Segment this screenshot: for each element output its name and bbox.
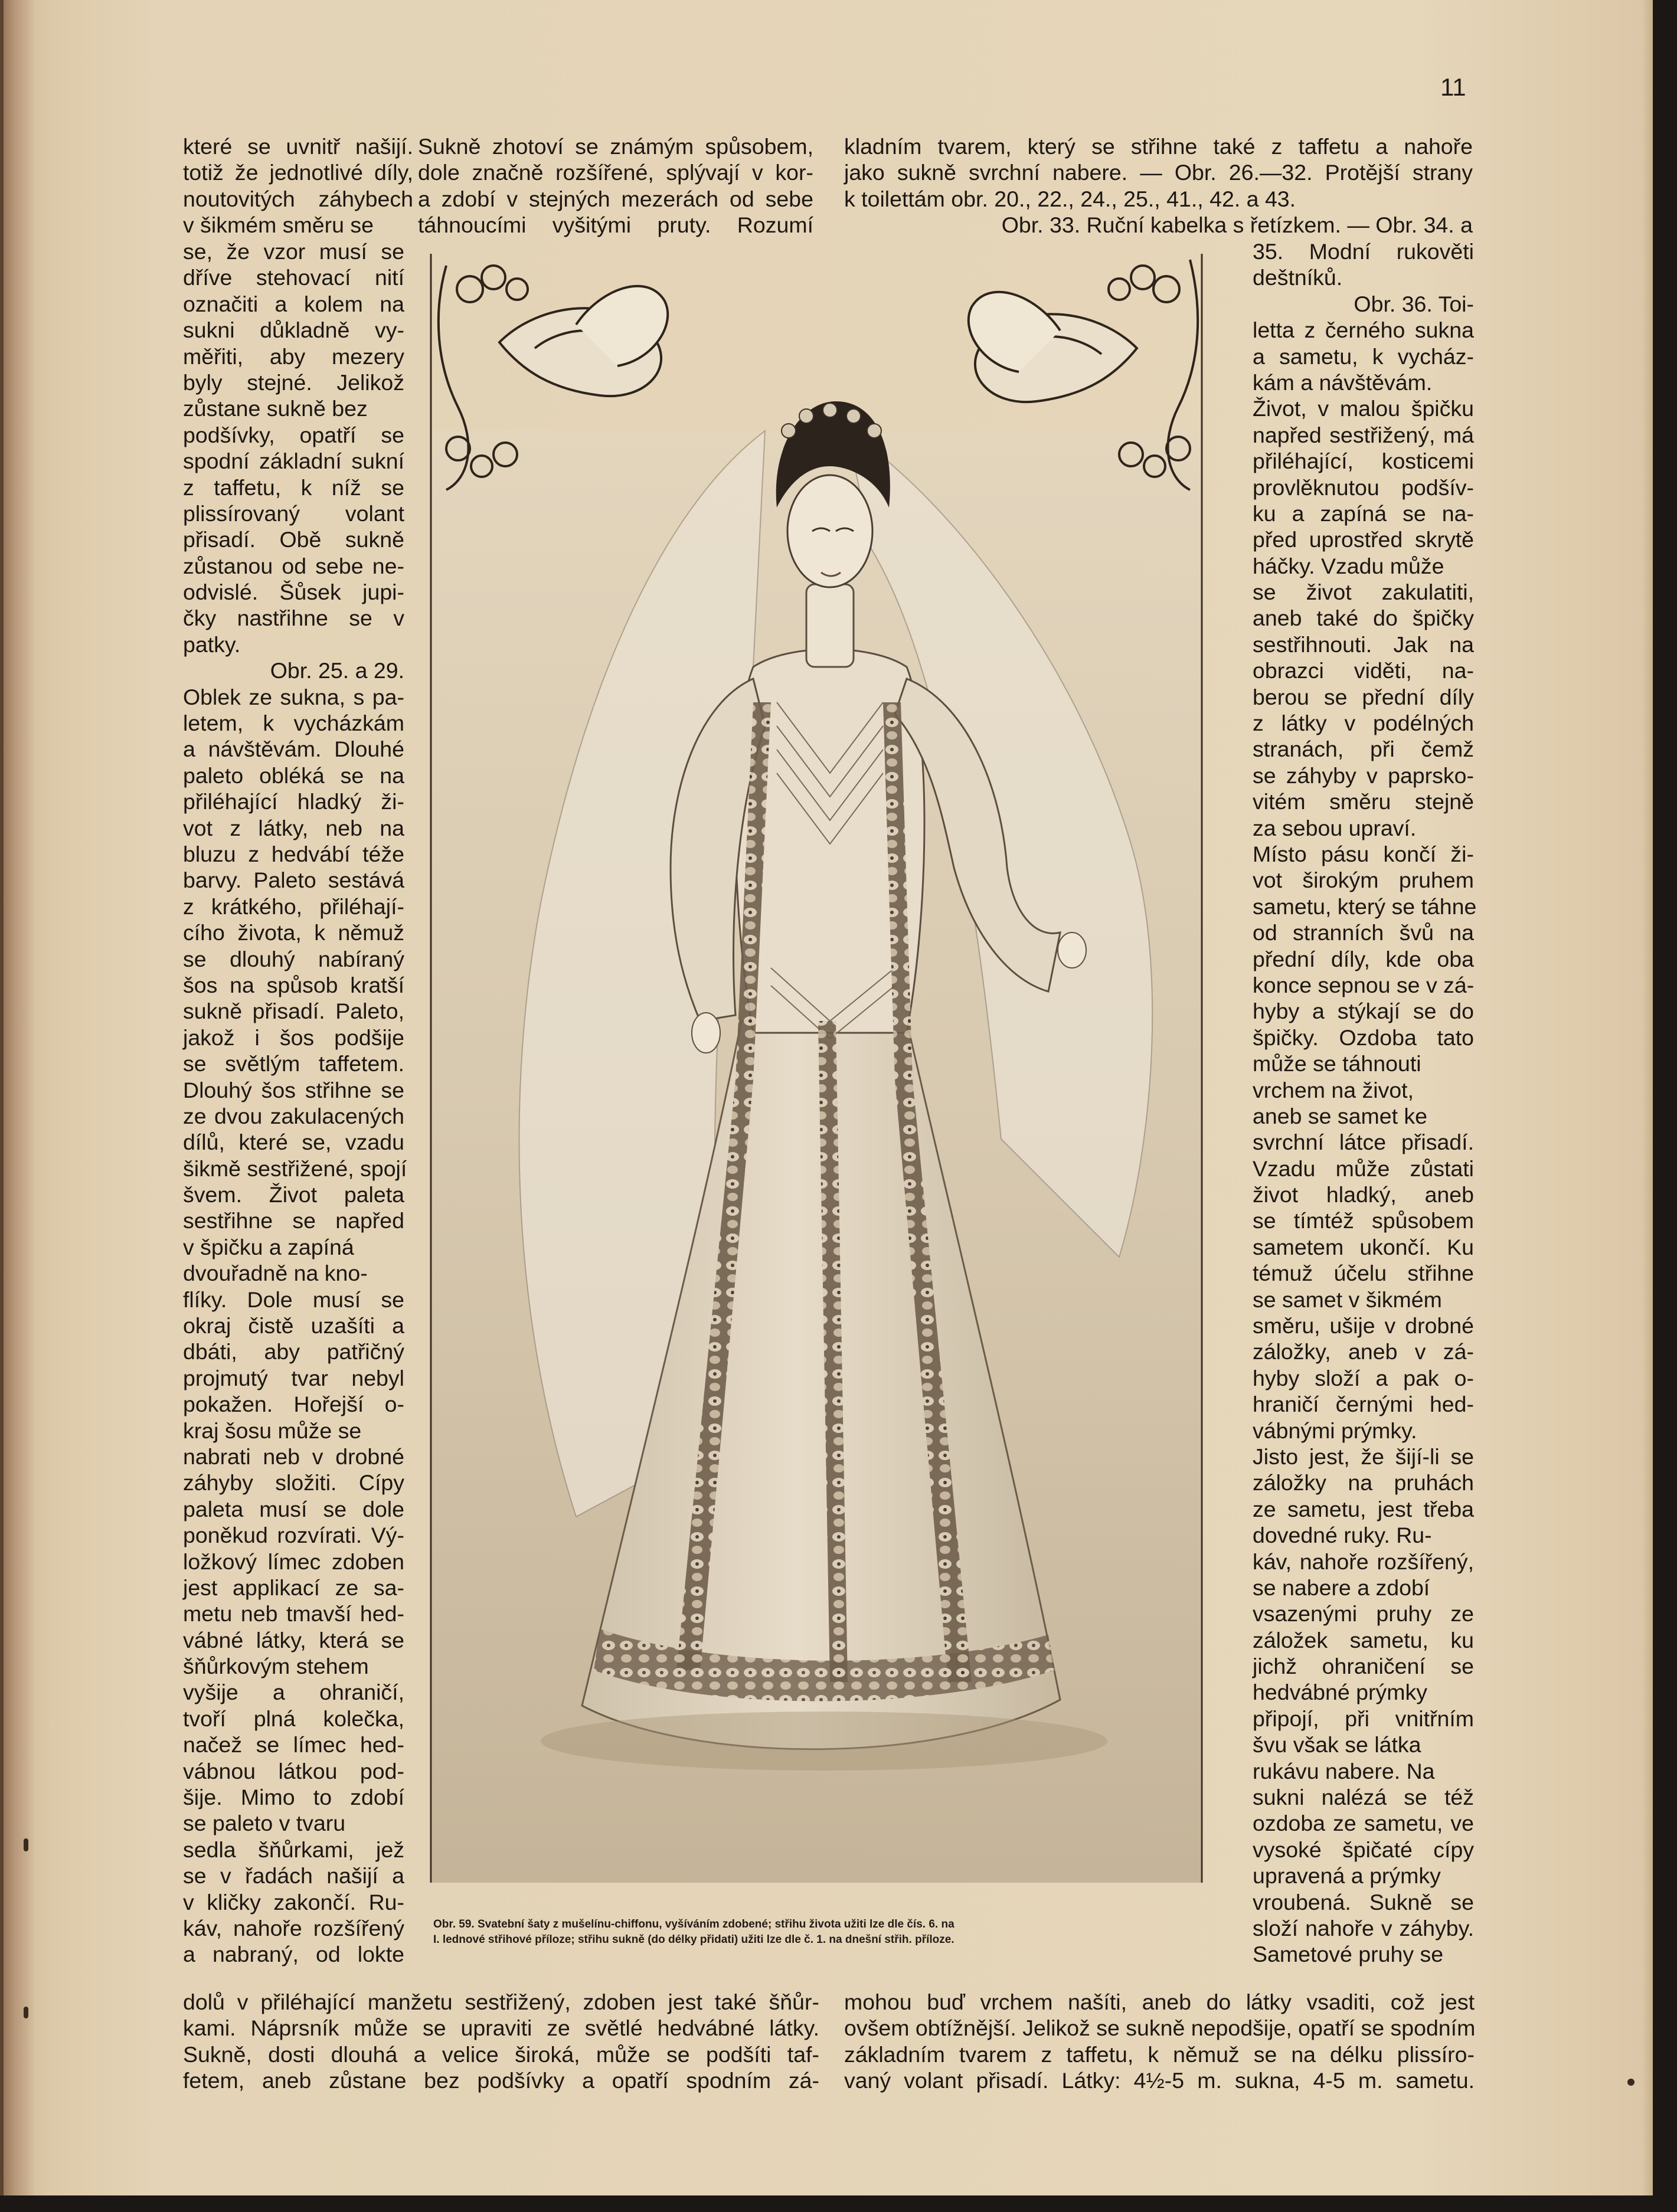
text-line: ku a zapíná se na- <box>1253 500 1474 526</box>
text-line: kami. Náprsník může se upraviti ze světlé hedvábné látky. <box>183 2015 819 2041</box>
text-line: táhnoucími vyšitými pruty. Rozumí <box>418 212 813 238</box>
text-line: se v řadách našijí a <box>183 1863 404 1889</box>
text-line: aneb se samet ke <box>1253 1103 1428 1128</box>
text-line: kám a návštěvám. <box>1253 369 1433 395</box>
text-line: pokažen. Hořejší o- <box>183 1392 404 1417</box>
text-line: metu neb tmavší hed- <box>183 1601 404 1627</box>
text-line: jest applikací ze sa- <box>183 1575 404 1600</box>
text-line: káv, nahoře rozšířený, <box>1253 1549 1474 1574</box>
text-line: vábnou látkou pod- <box>183 1758 404 1784</box>
ink-dot-mark <box>24 1838 28 1851</box>
text-line: připojí, při vnitřním <box>1253 1706 1474 1731</box>
text-line: vroubená. Sukně se <box>1253 1889 1474 1915</box>
text-line: a návštěvám. Dlouhé <box>183 737 404 762</box>
text-line: hyby složí a pak o- <box>1253 1365 1474 1390</box>
text-line: vábné látky, která se <box>183 1627 404 1653</box>
text-line: vaný volant přisadí. Látky: 4½-5 m. sukna, 4-5 m. sametu. <box>844 2068 1475 2093</box>
text-line: přisadí. Obě sukně <box>183 527 404 552</box>
text-line: deštníků. <box>1253 265 1343 290</box>
text-line: sukni důkladně vy- <box>183 318 404 343</box>
page-number: 11 <box>1440 73 1466 101</box>
text-line: se záhyby v paprsko- <box>1253 763 1474 788</box>
text-line: vot širokým pruhem <box>1253 868 1474 893</box>
text-line: dvouřadně na kno- <box>183 1261 368 1286</box>
text-line: a zdobí v stejných mezerách od sebe <box>418 186 813 211</box>
page-gutter-shadow <box>0 0 35 2195</box>
text-line: kraj šosu může se <box>183 1418 362 1443</box>
text-line: vábnými prýmky. <box>1253 1418 1417 1443</box>
text-line: se, že vzor musí se <box>183 239 404 264</box>
text-line: dolů v přiléhající manžetu sestřižený, zdoben jest také šňůr- <box>183 1990 819 2014</box>
text-line: sametem ukončí. Ku <box>1253 1234 1474 1259</box>
text-line: sukni nalézá se též <box>1253 1785 1474 1810</box>
text-line: z krátkého, přiléhají- <box>183 894 404 919</box>
text-line: šos na spůsob kratší <box>183 972 404 997</box>
ink-dot-mark <box>1627 2079 1634 2086</box>
text-line: aneb také do špičky <box>1253 606 1474 631</box>
text-line: podšívky, opatří se <box>183 422 404 447</box>
text-line: 35. Modní rukověti <box>1253 239 1474 264</box>
text-line: čky nastřihne se v <box>183 606 404 631</box>
text-line: háčky. Vzadu může <box>1253 553 1444 578</box>
text-line: šikmě sestřižené, spojí <box>183 1156 407 1181</box>
text-line: sametu, který se táhne <box>1253 894 1477 919</box>
text-line: se nabere a zdobí <box>1253 1575 1430 1600</box>
text-line: k toilettám obr. 20., 22., 24., 25., 41., 42. a 43. <box>844 186 1296 211</box>
text-line: jakož i šos podšije <box>183 1025 404 1050</box>
text-line: složí nahoře v záhyby. <box>1253 1916 1474 1941</box>
text-line: záložky, aneb v zá- <box>1253 1339 1474 1364</box>
text-line: švem. Život paleta <box>183 1182 404 1208</box>
text-line: hraničí černými hed- <box>1253 1392 1474 1417</box>
text-line: mohou buď vrchem našíti, aneb do látky vsaditi, což jest <box>844 1990 1475 2014</box>
text-line: bluzu z hedvábí téže <box>183 841 404 866</box>
text-line: sukně přisadí. Paleto, <box>183 999 404 1024</box>
text-line: se život zakulatiti, <box>1253 580 1474 605</box>
text-line: vot z látky, neb na <box>183 815 404 840</box>
bottom-left-text <box>183 1989 819 2094</box>
bridal-gown-illustration <box>423 254 1210 1894</box>
text-line: se tímtéž spůsobem <box>1253 1208 1474 1233</box>
page-binding-edge <box>0 0 4 2195</box>
text-line: záložky na pruhách <box>1253 1470 1474 1496</box>
text-line: sestřihnouti. Jak na <box>1253 631 1474 657</box>
text-line: Sukně, dosti dlouhá a velice široká, může se podšíti taf- <box>183 2041 819 2067</box>
text-line: barvy. Paleto sestává <box>183 868 404 893</box>
text-line: hyby a stýkají se do <box>1253 999 1474 1024</box>
text-line: flíky. Dole musí se <box>183 1287 404 1312</box>
text-line: Vzadu může zůstati <box>1253 1156 1474 1181</box>
text-line: základním tvarem z taffetu, k němuž se na délku plissíro- <box>844 2041 1475 2067</box>
text-line: Místo pásu končí ži- <box>1253 841 1474 866</box>
text-line: totiž že jednotlivé díly, <box>183 160 413 185</box>
text-line: témuž účelu střihne <box>1253 1261 1474 1286</box>
text-line: jichž ohraničení se <box>1253 1654 1474 1679</box>
left-column-text <box>183 238 407 1968</box>
text-line: dbáti, aby patřičný <box>183 1339 404 1364</box>
text-line: Obr. 33. Ruční kabelka s řetízkem. — Obr. 34. a <box>1001 212 1473 238</box>
right-column-top-text <box>844 133 1473 238</box>
text-line: ozdoba ze sametu, ve <box>1253 1811 1474 1836</box>
text-line: směru, ušije v drobné <box>1253 1313 1474 1339</box>
top-paragraph-left-part <box>183 133 413 238</box>
caption-line-2: I. lednové střihové příloze; střihu sukně (do délky přidati) užiti lze dle č. 1. na dnešní střih. příloze. <box>433 1933 954 1946</box>
text-line: svrchní látce přisadí. <box>1253 1130 1474 1155</box>
text-line: vitém směru stejně <box>1253 789 1474 814</box>
text-line: Sukně zhotoví se známým spůsobem, <box>418 134 813 159</box>
text-line: Oblek ze sukna, s pa- <box>183 684 404 709</box>
text-line: za sebou upraví. <box>1253 815 1417 840</box>
text-line: stranách, při čemž <box>1253 737 1474 762</box>
text-line: ze dvou zakulacených <box>183 1103 404 1128</box>
text-line: káv, nahoře rozšířený <box>183 1916 404 1941</box>
text-line: Život, v malou špičku <box>1253 396 1474 421</box>
text-line: paleta musí se dole <box>183 1496 404 1521</box>
text-line: se samet v šikmém <box>1253 1287 1442 1312</box>
text-line: Jisto jest, že šijí-li se <box>1253 1444 1474 1469</box>
text-line: šije. Mimo to zdobí <box>183 1785 404 1810</box>
text-line: vsazenými pruhy ze <box>1253 1601 1474 1627</box>
text-line: sestřihne se napřed <box>183 1208 404 1233</box>
text-line: zůstane sukně bez <box>183 396 368 421</box>
text-line: před uprostřed skrytě <box>1253 527 1474 552</box>
text-line: berou se přední díly <box>1253 684 1474 709</box>
text-line: noutovitých záhybech <box>183 186 413 211</box>
text-line: načež se límec hed- <box>183 1732 404 1758</box>
text-line: projmutý tvar nebyl <box>183 1365 404 1390</box>
text-line: může se táhnouti <box>1253 1051 1421 1076</box>
text-line: přední díly, kde oba <box>1253 946 1474 971</box>
right-column-text <box>1253 238 1477 1968</box>
text-line: v šikmém směru se <box>183 212 374 238</box>
figure-caption <box>433 1917 1224 1948</box>
text-line: rukávu nabere. Na <box>1253 1758 1435 1784</box>
text-line: ze sametu, jest třeba <box>1253 1496 1474 1521</box>
ink-dot-mark <box>24 2007 28 2018</box>
text-line: od stranních švů na <box>1253 920 1474 945</box>
text-line: vyšije a ohraničí, <box>183 1680 404 1705</box>
text-line: Dlouhý šos střihne se <box>183 1077 404 1102</box>
text-line: plissírovaný volant <box>183 500 404 526</box>
text-line: tvoří plná kolečka, <box>183 1706 404 1731</box>
text-line: obrazci viděti, na- <box>1253 658 1474 683</box>
text-line: se paleto v tvaru <box>183 1811 346 1836</box>
text-line: Sametové pruhy se <box>1253 1942 1444 1967</box>
text-line: letem, k vycházkám <box>183 711 404 736</box>
text-line: dovedné ruky. Ru- <box>1253 1523 1432 1548</box>
text-line: Obr. 25. a 29. <box>270 658 404 683</box>
text-line: přiléhající, kosticemi <box>1253 449 1474 474</box>
text-line: šňůrkovým stehem <box>183 1654 369 1679</box>
text-line: z taffetu, k níž se <box>183 475 404 500</box>
text-line: záhyby složiti. Cípy <box>183 1470 404 1496</box>
text-line: vysoké špičaté cípy <box>1253 1837 1474 1862</box>
text-line: upravená a prýmky <box>1253 1863 1441 1889</box>
text-line: konce sepnou se v zá- <box>1253 972 1475 997</box>
text-line: napřed sestřižený, má <box>1253 422 1474 447</box>
text-line: dříve stehovací nití <box>183 265 404 290</box>
text-line: záložek sametu, ku <box>1253 1627 1474 1653</box>
text-line: paleto obléká se na <box>183 763 404 788</box>
text-line: v kličky zakončí. Ru- <box>183 1889 404 1915</box>
text-line: ložkový límec zdoben <box>183 1549 404 1574</box>
text-line: v špičku a zapíná <box>183 1234 354 1259</box>
text-line: byly stejné. Jelikož <box>183 369 404 395</box>
text-line: odvislé. Šůsek jupi- <box>183 580 404 605</box>
text-line: se dlouhý nabíraný <box>183 946 404 971</box>
text-line: a nabraný, od lokte <box>183 1942 404 1967</box>
text-line: které se uvnitř našijí. <box>183 134 413 159</box>
text-line: okraj čistě uzašíti a <box>183 1313 404 1339</box>
text-line: provlěknutou podšív- <box>1253 475 1474 500</box>
text-line: sedla šňůrkami, jež <box>183 1837 404 1862</box>
text-line: cího života, k němuž <box>183 920 404 945</box>
caption-line-1: Obr. 59. Svatební šaty z mušelínu-chiffonu, vyšíváním zdobené; střihu života užiti lze dle čís. 6. na <box>433 1918 954 1930</box>
text-line: nabrati neb v drobné <box>183 1444 404 1469</box>
text-line: přiléhající hladký ži- <box>183 789 404 814</box>
text-line: označiti a kolem na <box>183 291 404 316</box>
text-line: poněkud rozvírati. Vý- <box>183 1523 404 1548</box>
text-line: a sametu, k vycház- <box>1253 343 1474 369</box>
text-line: ovšem obtížnější. Jelikož se sukně nepodšije, opatří se spodním <box>844 2015 1476 2041</box>
text-line: zůstanou od sebe ne- <box>183 553 404 578</box>
text-line: z látky v podélných <box>1253 711 1474 736</box>
text-line: hedvábné prýmky <box>1253 1680 1427 1705</box>
text-line: Obr. 36. Toi- <box>1354 291 1474 316</box>
text-line: dílů, které se, vzadu <box>183 1130 404 1155</box>
text-line: jako sukně svrchní nabere. — Obr. 26.—32. Protější strany <box>844 160 1473 185</box>
bottom-right-text <box>844 1989 1475 2094</box>
text-line: kladním tvarem, který se střihne také z taffetu a nahoře <box>844 134 1473 159</box>
text-line: švu však se látka <box>1253 1732 1421 1758</box>
text-line: patky. <box>183 631 241 657</box>
text-line: se světlým taffetem. <box>183 1051 404 1076</box>
text-line: vrchem na život, <box>1253 1077 1414 1102</box>
text-line: fetem, aneb zůstane bez podšívky a opatří spodním zá- <box>183 2068 819 2093</box>
text-line: dole značně rozšířené, splývají v kor- <box>418 160 813 185</box>
text-line: život hladký, aneb <box>1253 1182 1474 1208</box>
text-line: měřiti, aby mezery <box>183 343 404 369</box>
text-line: letta z černého sukna <box>1253 318 1474 343</box>
text-line: špičky. Ozdoba tato <box>1253 1025 1474 1050</box>
top-paragraph-middle-part <box>418 133 813 238</box>
text-line: spodní základní sukní <box>183 449 404 474</box>
